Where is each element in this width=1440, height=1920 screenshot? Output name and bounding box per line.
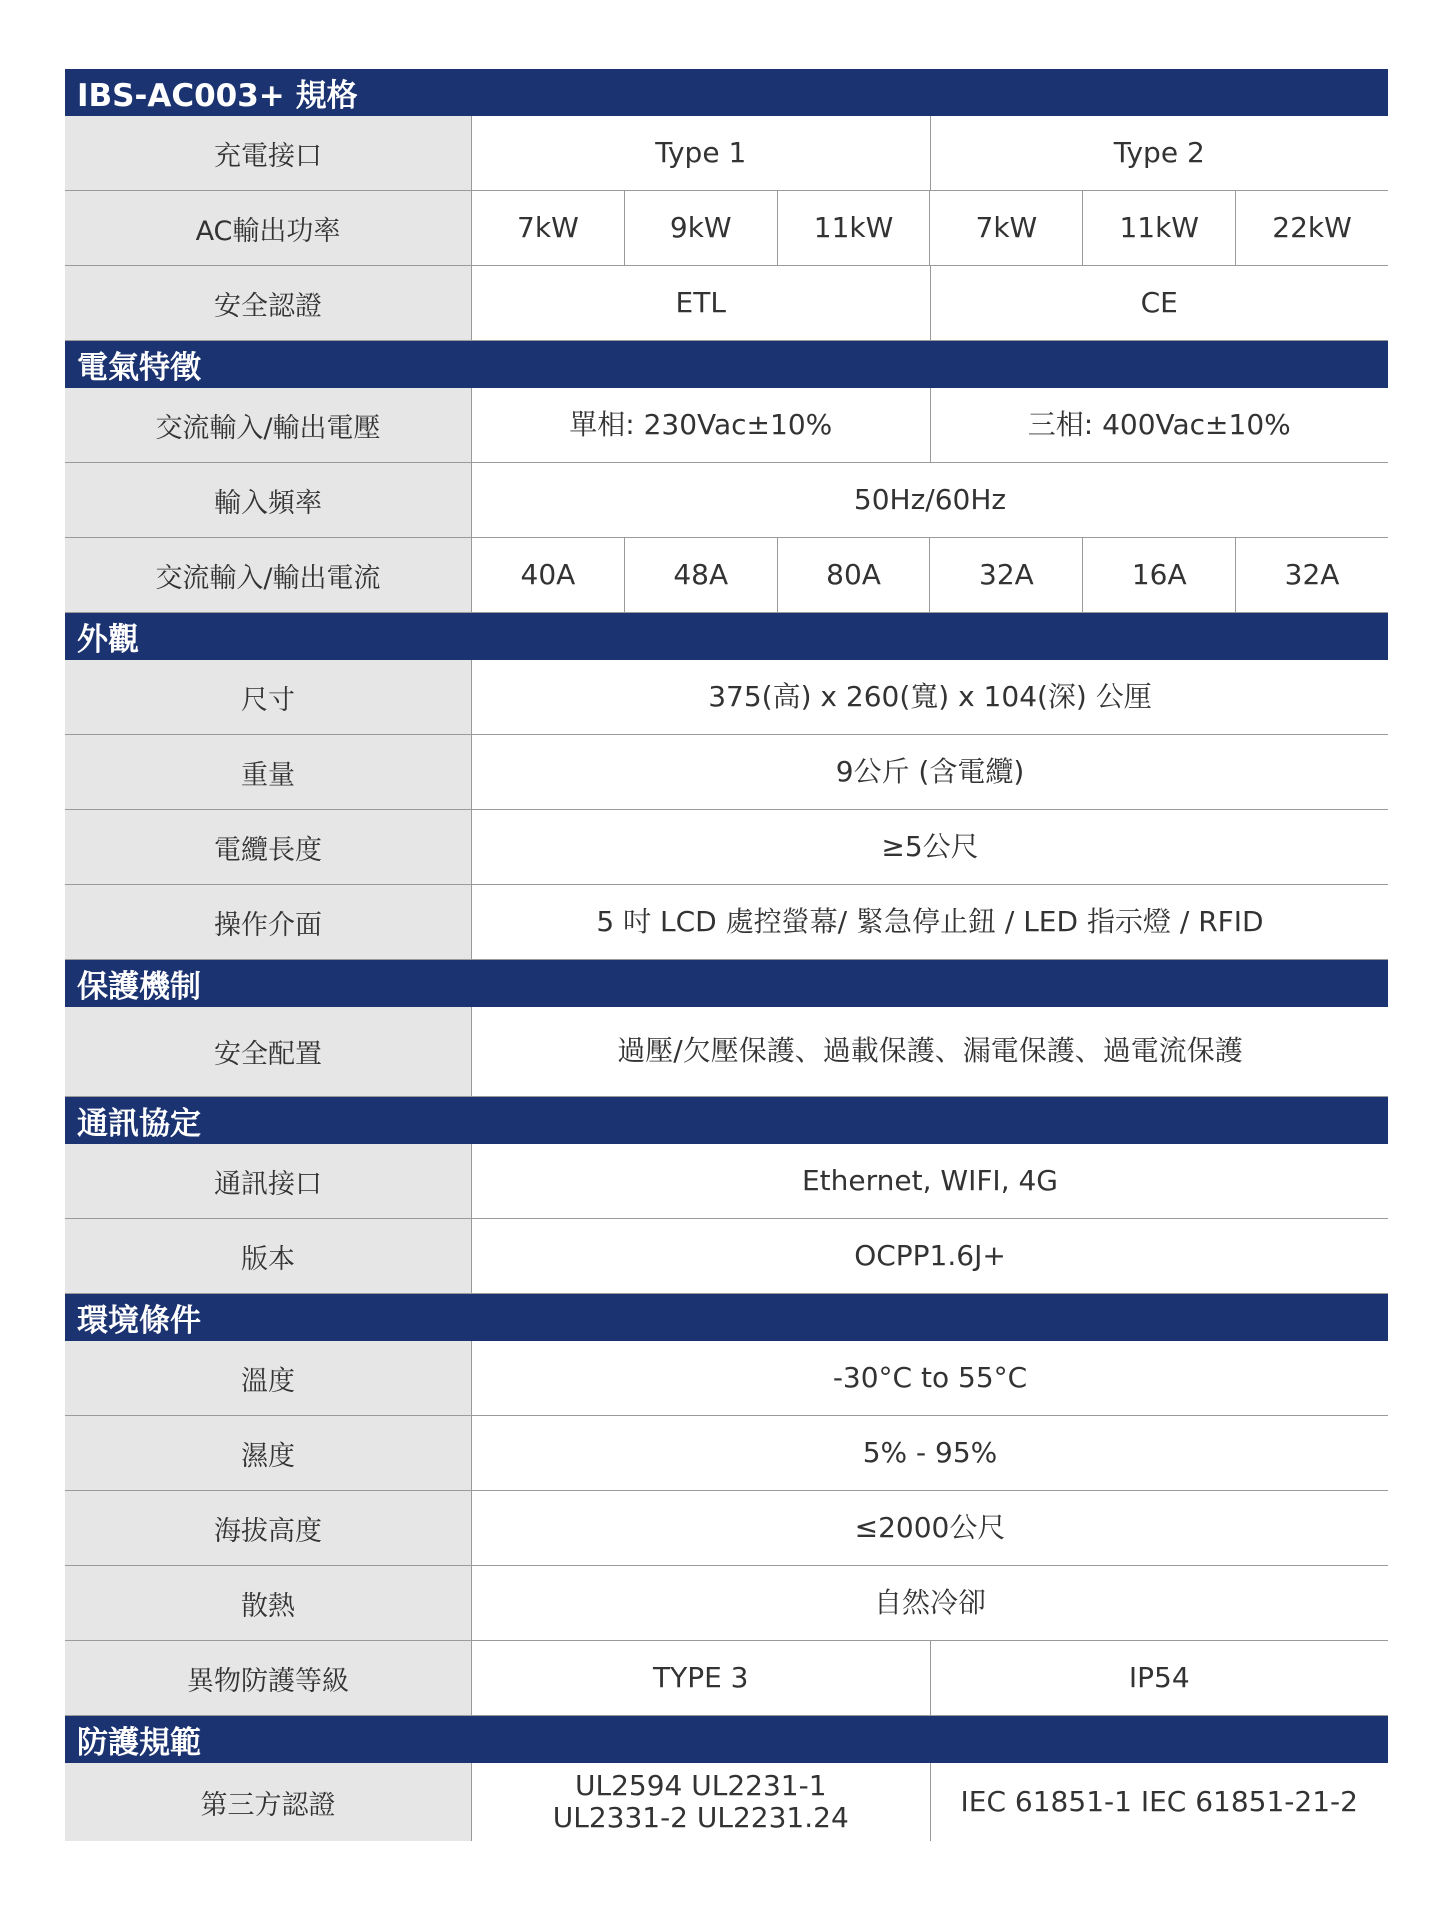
spec-label: 交流輸入/輸出電流 (65, 538, 472, 612)
spec-value: Type 2 (930, 116, 1389, 190)
spec-value: OCPP1.6J+ (854, 1238, 1006, 1272)
spec-label: 尺寸 (65, 660, 472, 734)
spec-label: 濕度 (65, 1416, 472, 1490)
spec-value: TYPE 3 (653, 1660, 749, 1694)
spec-value: 22kW (1235, 191, 1388, 265)
spec-values (472, 1341, 1388, 1415)
spec-value: 50Hz/60Hz (853, 482, 1007, 516)
spec-label: 散熱 (65, 1566, 472, 1640)
spec-value: ETL (675, 285, 726, 319)
spec-values (472, 1491, 1388, 1565)
spec-label: 充電接口 (65, 116, 472, 190)
spec-row (65, 388, 1388, 463)
spec-value: 7kW (517, 210, 579, 244)
spec-label: 交流輸入/輸出電壓 (65, 388, 472, 462)
spec-value: -30°C to 55°C (832, 1360, 1028, 1394)
spec-values (472, 191, 1388, 265)
spec-values (472, 1144, 1388, 1218)
spec-row (65, 1219, 1388, 1294)
spec-value: 16A (1082, 538, 1235, 612)
spec-value: 三相: 400Vac±10% (930, 388, 1389, 462)
spec-row (65, 538, 1388, 613)
spec-label: 通訊接口 (65, 1144, 472, 1218)
spec-row (65, 885, 1388, 960)
spec-row (65, 116, 1388, 191)
spec-values (472, 266, 1388, 340)
spec-values (472, 810, 1388, 884)
spec-values (472, 1007, 1388, 1096)
spec-row (65, 1491, 1388, 1566)
spec-value: 自然冷卻 (873, 1585, 986, 1619)
spec-value: 40A (520, 557, 576, 591)
spec-values (472, 1641, 1388, 1715)
spec-value: ≤2000公尺 (854, 1510, 1006, 1544)
spec-label: 安全配置 (65, 1007, 472, 1096)
spec-row (65, 1641, 1388, 1716)
spec-value: 過壓/欠壓保護、過載保護、漏電保護、過電流保護 (617, 1034, 1243, 1068)
spec-value (472, 1763, 930, 1841)
spec-value: IP54 (930, 1641, 1389, 1715)
spec-values (472, 735, 1388, 809)
spec-label: 重量 (65, 735, 472, 809)
spec-value: IEC 61851-1 IEC 61851-21-2 (930, 1763, 1389, 1841)
section-header: 外觀 (65, 613, 1388, 660)
spec-row (65, 1566, 1388, 1641)
spec-row (65, 735, 1388, 810)
spec-values (472, 116, 1388, 190)
spec-value: 7kW (929, 191, 1082, 265)
spec-value: 5% - 95% (862, 1435, 998, 1469)
spec-label: 第三方認證 (65, 1763, 472, 1841)
section-header: IBS-AC003+ 規格 (65, 69, 1388, 116)
spec-label: AC輸出功率 (65, 191, 472, 265)
section-header: 環境條件 (65, 1294, 1388, 1341)
spec-values (472, 1566, 1388, 1640)
spec-value-line: UL2594 UL2231-1 (574, 1768, 827, 1802)
spec-value: 80A (777, 538, 930, 612)
spec-row (65, 660, 1388, 735)
spec-label: 操作介面 (65, 885, 472, 959)
spec-row (65, 1341, 1388, 1416)
section-header: 電氣特徵 (65, 341, 1388, 388)
spec-value: 單相: 230Vac±10% (569, 407, 833, 441)
spec-values (472, 1416, 1388, 1490)
spec-row (65, 1144, 1388, 1219)
spec-row (65, 463, 1388, 538)
spec-row (65, 1763, 1388, 1841)
spec-values (472, 885, 1388, 959)
spec-label: 溫度 (65, 1341, 472, 1415)
spec-row (65, 191, 1388, 266)
spec-value: 5 吋 LCD 處控螢幕/ 緊急停止鈕 / LED 指示燈 / RFID (596, 904, 1264, 938)
spec-value: 48A (624, 538, 777, 612)
spec-value: 375(高) x 260(寬) x 104(深) 公厘 (708, 679, 1152, 713)
spec-label: 安全認證 (65, 266, 472, 340)
spec-value: 11kW (1082, 191, 1235, 265)
spec-row (65, 810, 1388, 885)
spec-values (472, 1763, 1388, 1841)
spec-value-line: UL2331-2 UL2231.24 (552, 1801, 849, 1834)
spec-values (472, 1219, 1388, 1293)
spec-value: 9kW (624, 191, 777, 265)
spec-value: 32A (929, 538, 1082, 612)
spec-label: 海拔高度 (65, 1491, 472, 1565)
spec-row (65, 266, 1388, 341)
section-header: 通訊協定 (65, 1097, 1388, 1144)
spec-value: CE (930, 266, 1389, 340)
spec-values (472, 538, 1388, 612)
spec-table (65, 69, 1388, 1841)
spec-label: 電纜長度 (65, 810, 472, 884)
section-header: 防護規範 (65, 1716, 1388, 1763)
spec-values (472, 388, 1388, 462)
spec-label: 異物防護等級 (65, 1641, 472, 1715)
spec-value: 32A (1235, 538, 1388, 612)
spec-value: 11kW (777, 191, 930, 265)
spec-values (472, 463, 1388, 537)
spec-row (65, 1007, 1388, 1097)
spec-value: Type 1 (655, 135, 747, 169)
section-header: 保護機制 (65, 960, 1388, 1007)
spec-value: ≥5公尺 (881, 829, 979, 863)
spec-row (65, 1416, 1388, 1491)
spec-values (472, 660, 1388, 734)
spec-label: 輸入頻率 (65, 463, 472, 537)
spec-label: 版本 (65, 1219, 472, 1293)
spec-value: 9公斤 (含電纜) (835, 754, 1025, 788)
spec-value: Ethernet, WIFI, 4G (801, 1163, 1059, 1197)
